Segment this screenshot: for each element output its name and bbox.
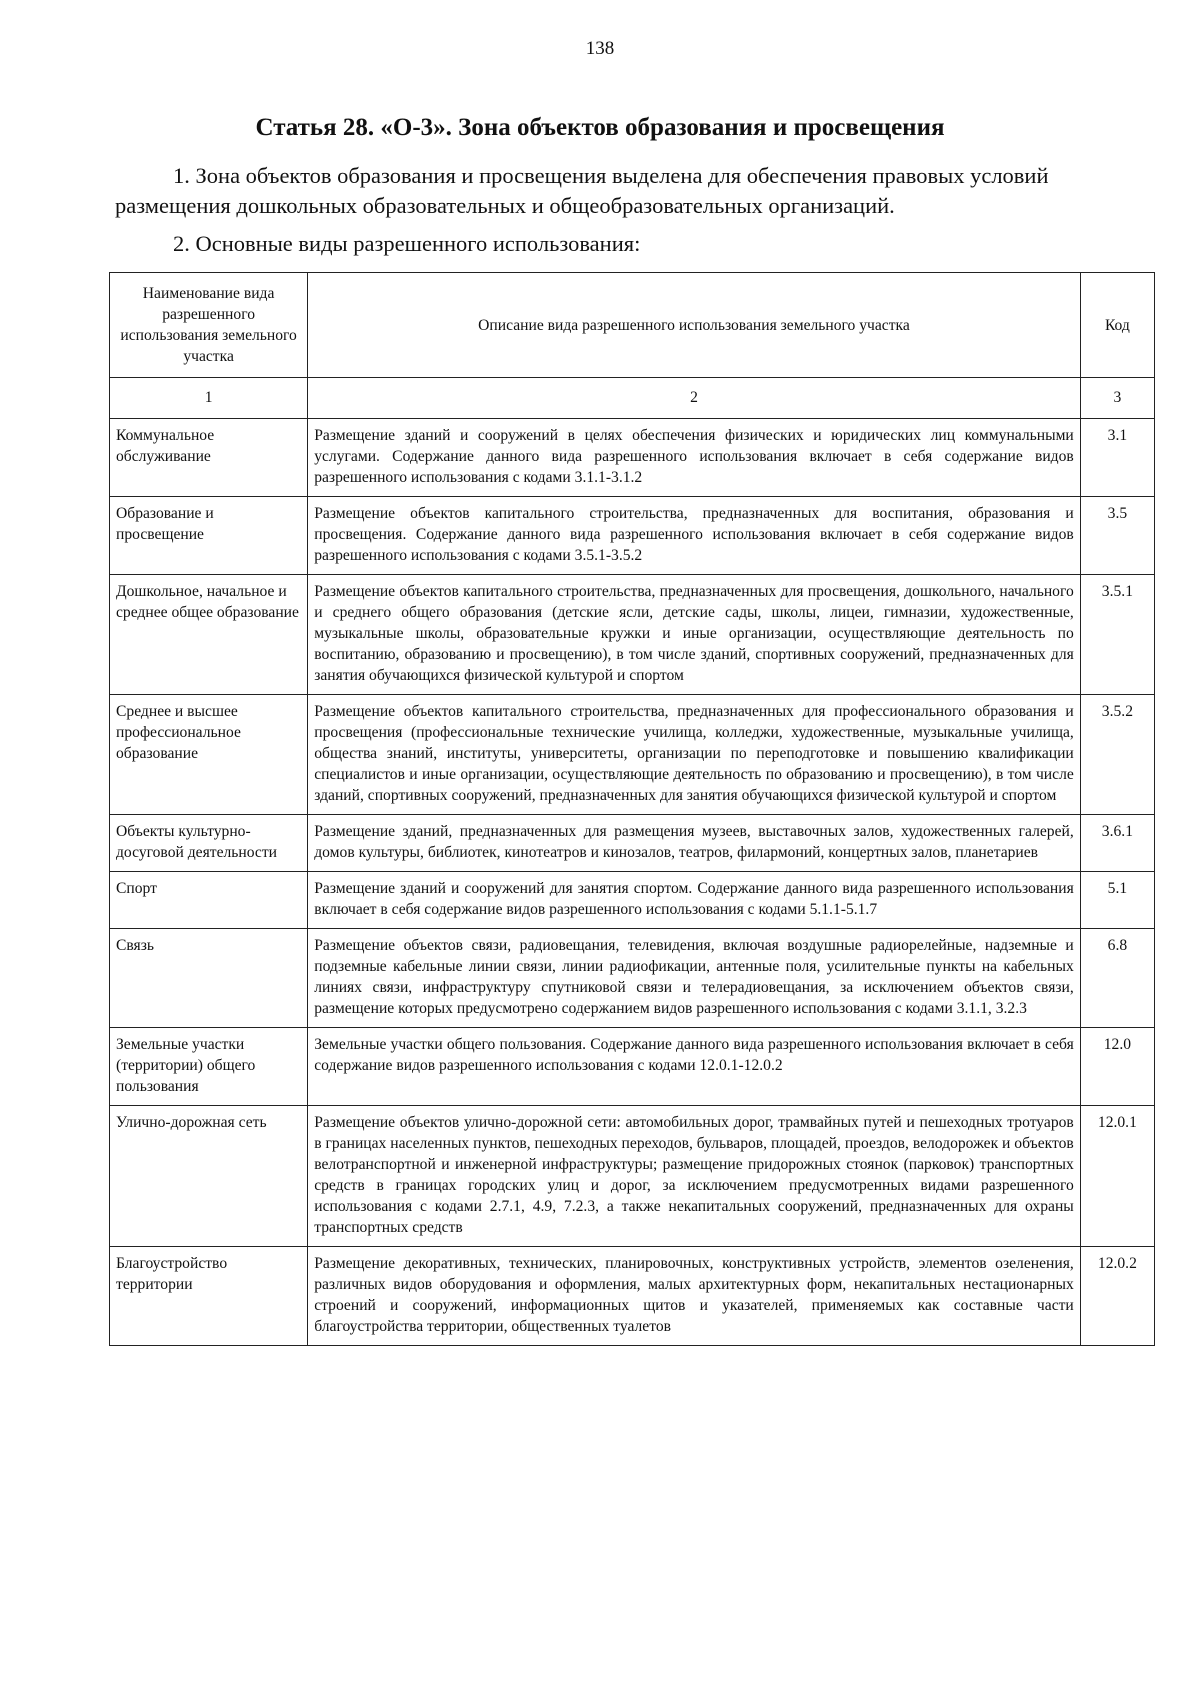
use-description: Размещение объектов улично-дорожной сети: автомобильных дорог, трамвайных путей и пешеходных тротуаров в границах населенных пунктов, пешеходных переходов, бульваров, площадей, проездов, велодорожек и объектов велотранспортной и инженерной инфраструктуры; размещение придорожных стоянок (парковок) транспортных средств в границах городских улиц и дорог, за исключением предусмотренных видами разрешенного использования с кодами 2.7.1, 4.9, 7.2.3, а также некапитальных сооружений, предназначенных для охраны транспортных средств — [308, 1106, 1081, 1247]
use-code: 3.5.1 — [1080, 575, 1154, 695]
table-row — [110, 695, 1155, 815]
use-code: 3.5.2 — [1080, 695, 1154, 815]
paragraph-zone-purpose: 1. Зона объектов образования и просвещения выделена для обеспечения правовых условий размещения дошкольных образовательных и общеобразовательных организаций. — [115, 163, 1049, 218]
use-code: 6.8 — [1080, 929, 1154, 1028]
use-description: Размещение объектов связи, радиовещания, телевидения, включая воздушные радиорелейные, надземные и подземные кабельные линии связи, линии радиофикации, антенные поля, усилительные пункты на кабельных линиях связи, инфраструктуру спутниковой связи и телерадиовещания, за исключением объектов связи, размещение которых предусмотрено содержанием видов разрешенного использования с кодами 3.1.1, 3.2.3 — [308, 929, 1081, 1028]
use-description: Земельные участки общего пользования. Содержание данного вида разрешенного использования включает в себя содержание видов разрешенного использования с кодами 12.0.1-12.0.2 — [308, 1028, 1081, 1106]
table-row — [110, 497, 1155, 575]
use-name: Связь — [110, 929, 308, 1028]
table-row — [110, 1028, 1155, 1106]
use-description: Размещение декоративных, технических, планировочных, конструктивных устройств, элементов озеленения, различных видов оборудования и оформления, малых архитектурных форм, некапитальных нестационарных строений и сооружений, информационных щитов и указателей, применяемых как составные части благоустройства территории, общественных туалетов — [308, 1247, 1081, 1346]
use-name: Земельные участки (территории) общего пользования — [110, 1028, 308, 1106]
header-description: Описание вида разрешенного использования земельного участка — [308, 273, 1081, 378]
permitted-uses-table — [109, 272, 1155, 1346]
table-row — [110, 1247, 1155, 1346]
use-code: 12.0 — [1080, 1028, 1154, 1106]
article-title: Статья 28. «О-3». Зона объектов образования и просвещения — [255, 114, 945, 141]
use-name: Объекты культурно-досуговой деятельности — [110, 815, 308, 872]
column-number: 3 — [1080, 378, 1154, 419]
paragraph-main-uses: 2. Основные виды разрешенного использования: — [173, 231, 641, 256]
use-name: Благоустройство территории — [110, 1247, 308, 1346]
use-code: 5.1 — [1080, 872, 1154, 929]
use-description: Размещение зданий, предназначенных для размещения музеев, выставочных залов, художественных галерей, домов культуры, библиотек, кинотеатров и кинозалов, театров, филармоний, концертных залов, планетариев — [308, 815, 1081, 872]
table-row — [110, 575, 1155, 695]
header-code: Код — [1080, 273, 1154, 378]
table-row — [110, 419, 1155, 497]
use-description: Размещение зданий и сооружений для занятия спортом. Содержание данного вида разрешенного использования включает в себя содержание видов разрешенного использования с кодами 5.1.1-5.1.7 — [308, 872, 1081, 929]
use-code: 3.5 — [1080, 497, 1154, 575]
table-row — [110, 1106, 1155, 1247]
use-description: Размещение зданий и сооружений в целях обеспечения физических и юридических лиц коммунальными услугами. Содержание данного вида разрешенного использования включает в себя содержание видов разрешенного использования с кодами 3.1.1-3.1.2 — [308, 419, 1081, 497]
use-name: Дошкольное, начальное и среднее общее образование — [110, 575, 308, 695]
use-code: 12.0.2 — [1080, 1247, 1154, 1346]
use-description: Размещение объектов капитального строительства, предназначенных для воспитания, образования и просвещения. Содержание данного вида разрешенного использования включает в себя содержание видов разрешенного использования с кодами 3.5.1-3.5.2 — [308, 497, 1081, 575]
column-number: 1 — [110, 378, 308, 419]
use-code: 12.0.1 — [1080, 1106, 1154, 1247]
use-name: Среднее и высшее профессиональное образование — [110, 695, 308, 815]
column-numbers-row — [110, 378, 1155, 419]
table-row — [110, 929, 1155, 1028]
use-name: Улично-дорожная сеть — [110, 1106, 308, 1247]
table-header-row — [110, 273, 1155, 378]
table-row — [110, 872, 1155, 929]
use-code: 3.1 — [1080, 419, 1154, 497]
use-description: Размещение объектов капитального строительства, предназначенных для просвещения, дошкольного, начального и среднего общего образования (детские ясли, детские сады, школы, лицеи, гимназии, художественные, музыкальные школы, образовательные кружки и иные организации, осуществляющие деятельность по воспитанию, образованию и просвещению), в том числе зданий, спортивных сооружений, предназначенных для занятия обучающихся физической культурой и спортом — [308, 575, 1081, 695]
use-name: Коммунальное обслуживание — [110, 419, 308, 497]
use-name: Спорт — [110, 872, 308, 929]
column-number: 2 — [308, 378, 1081, 419]
use-code: 3.6.1 — [1080, 815, 1154, 872]
use-description: Размещение объектов капитального строительства, предназначенных для профессионального образования и просвещения (профессиональные технические училища, колледжи, художественные, музыкальные училища, общества знаний, институты, университеты, организации по переподготовке и повышению квалификации специалистов и иные организации, осуществляющие деятельность по образованию и просвещению), в том числе зданий, спортивных сооружений, предназначенных для занятия обучающихся физической культурой и спортом — [308, 695, 1081, 815]
header-name: Наименование вида разрешенного использования земельного участка — [110, 273, 308, 378]
table-row — [110, 815, 1155, 872]
page-number: 138 — [585, 38, 615, 59]
use-name: Образование и просвещение — [110, 497, 308, 575]
